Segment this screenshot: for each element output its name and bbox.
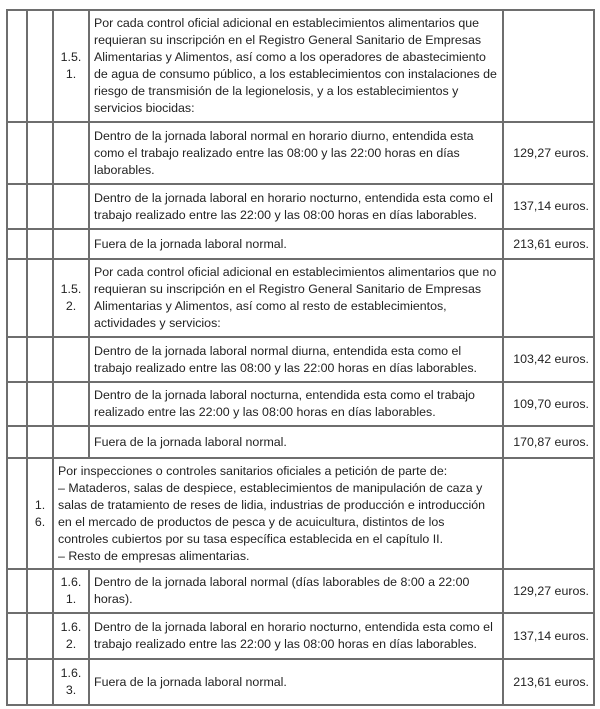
empty-cell [53,382,89,426]
table-row [7,229,594,259]
item-bullet: – Mataderos, salas de despiece, establecimientos de manipulación de caza y salas de tratamiento de reses de lidia, industrias de producción e introducción en el mercado de productos de pesca y de acuicultura, distintos de los controles cubiertos por su tasa específica establecida en el capítulo II. [58,480,486,546]
empty-cell [7,426,27,458]
item-price [503,10,594,122]
empty-cell [27,426,53,458]
empty-cell [7,569,27,613]
empty-cell [53,426,89,458]
item-price [503,259,594,337]
item-description: Dentro de la jornada laboral normal (días laborables de 8:00 a 22:00 horas). [89,569,503,613]
item-price: 137,14 euros. [503,184,594,229]
empty-cell [53,122,89,184]
item-description: Dentro de la jornada laboral en horario nocturno, entendida esta como el trabajo realizado entre las 22:00 y las 08:00 horas en días laborables. [89,613,503,659]
item-price: 170,87 euros. [503,426,594,458]
empty-cell [53,337,89,382]
empty-cell [7,382,27,426]
table-row [7,382,594,426]
item-number-line: 1. [65,67,77,81]
item-number-line: 1.6. [60,620,82,634]
table-row [7,337,594,382]
item-description: Fuera de la jornada laboral normal. [89,229,503,259]
item-description: Por cada control oficial adicional en establecimientos alimentarios que requieran su inscripción en el Registro General Sanitario de Empresas Alimentarias y Alimentos, así como a los operadores de abastecimiento de agua de consumo público, a los establecimientos con instalaciones de riesgo de transmisión de la legionelosis, y a los establecimientos y servicios biocidas: [89,10,503,122]
table-row [7,613,594,659]
item-description: Por cada control oficial adicional en establecimientos alimentarios que no requieran su inscripción en el Registro General Sanitario de Empresas Alimentarias y Alimentos, así como al resto de establecimientos, actividades y servicios: [89,259,503,337]
item-description: Dentro de la jornada laboral en horario nocturno, entendida esta como el trabajo realizado entre las 22:00 y las 08:00 horas en días laborables. [89,184,503,229]
item-number-line: 1.5. [60,282,82,296]
empty-cell [53,229,89,259]
item-number [53,259,89,337]
item-description: Dentro de la jornada laboral normal diurna, entendida esta como el trabajo realizado entre las 08:00 y las 22:00 horas en días laborables. [89,337,503,382]
table-row [7,659,594,705]
item-number [53,569,89,613]
item-number-line: 1.6. [60,666,82,680]
empty-cell [27,613,53,659]
item-number-line: 1.5. [60,50,82,64]
item-description: Fuera de la jornada laboral normal. [89,659,503,705]
item-bullet: – Resto de empresas alimentarias. [58,548,250,563]
empty-cell [27,122,53,184]
empty-cell [7,259,27,337]
table-row [7,259,594,337]
empty-cell [27,569,53,613]
empty-cell [27,259,53,337]
empty-cell [27,382,53,426]
item-number [53,10,89,122]
item-description: Dentro de la jornada laboral normal en horario diurno, entendida esta como el trabajo realizado entre las 08:00 y las 22:00 horas en días laborables. [89,122,503,184]
empty-cell [7,613,27,659]
empty-cell [27,659,53,705]
item-number-line: 1. [65,592,77,606]
table-row [7,426,594,458]
item-price [503,458,594,569]
table-row [7,458,594,569]
fee-table [6,9,595,706]
item-number [27,458,53,569]
empty-cell [7,122,27,184]
item-description [53,458,503,569]
empty-cell [7,184,27,229]
table-row [7,122,594,184]
item-description: Fuera de la jornada laboral normal. [89,426,503,458]
empty-cell [27,10,53,122]
item-number [53,659,89,705]
empty-cell [27,229,53,259]
item-price: 109,70 euros. [503,382,594,426]
empty-cell [53,184,89,229]
item-number-line: 3. [65,683,77,697]
item-number-line: 2. [65,637,77,651]
item-price: 129,27 euros. [503,122,594,184]
item-number-line: 1. [34,497,46,512]
item-price: 137,14 euros. [503,613,594,659]
item-number-line: 2. [65,299,77,313]
item-price: 129,27 euros. [503,569,594,613]
item-intro: Por inspecciones o controles sanitarios oficiales a petición de parte de: [58,463,448,478]
item-number [53,613,89,659]
empty-cell [27,184,53,229]
empty-cell [7,659,27,705]
empty-cell [7,458,27,569]
item-number-line: 1.6. [60,575,82,589]
item-description: Dentro de la jornada laboral nocturna, entendida esta como el trabajo realizado entre las 22:00 y las 08:00 horas en días laborables. [89,382,503,426]
empty-cell [27,337,53,382]
empty-cell [7,337,27,382]
table-row [7,10,594,122]
item-price: 213,61 euros. [503,659,594,705]
item-price: 103,42 euros. [503,337,594,382]
table-row [7,569,594,613]
table-row [7,184,594,229]
item-price: 213,61 euros. [503,229,594,259]
empty-cell [7,229,27,259]
empty-cell [7,10,27,122]
item-number-line: 6. [34,514,46,529]
